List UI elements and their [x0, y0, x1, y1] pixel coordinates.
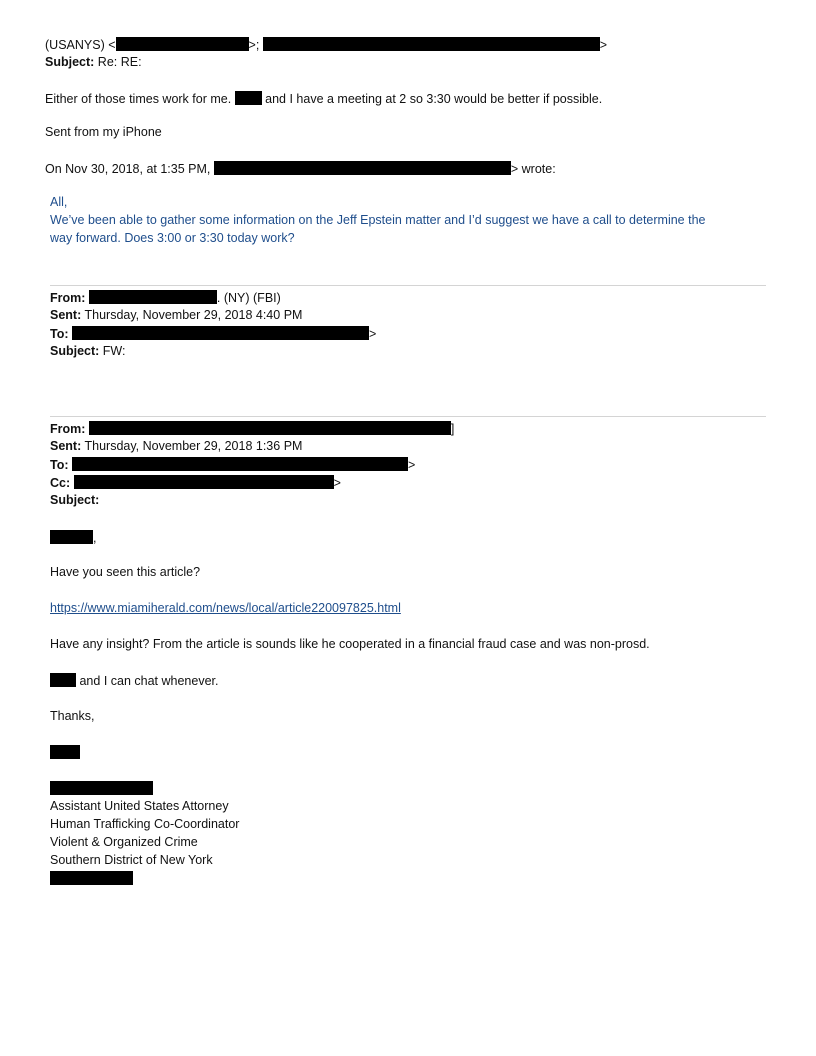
redaction [50, 781, 153, 795]
quoted-body-line2: way forward. Does 3:00 or 3:30 today work? [50, 231, 295, 245]
redaction [50, 673, 76, 687]
divider [50, 416, 766, 417]
orig-to-line [50, 457, 415, 473]
redaction [263, 37, 600, 51]
subject-label: Subject: [45, 55, 95, 69]
orig-sent-line [50, 439, 302, 454]
signer-name [50, 781, 153, 797]
to-line [45, 37, 607, 53]
reply-text-a: Either of those times work for me. [45, 92, 232, 106]
to-label: To: [50, 327, 69, 341]
redaction [50, 530, 93, 544]
to-end: > [599, 38, 608, 52]
redaction [235, 91, 262, 105]
fw-subject-line [50, 344, 125, 359]
redaction [50, 745, 80, 759]
to-label: To: [50, 458, 69, 472]
redaction [72, 457, 408, 471]
from-suffix: . (NY) (FBI) [216, 291, 281, 305]
subject-line [45, 55, 142, 70]
quote-intro-wrote: > wrote: [510, 162, 556, 176]
orig-from-line [50, 421, 454, 437]
orig-cc-line [50, 475, 341, 491]
quoted-body-line1: We’ve been able to gather some information on the Jeff Epstein matter and I’d suggest we have a call to determine the [50, 213, 706, 227]
sig-title-4: Southern District of New York [50, 853, 213, 867]
sig-title-1: Assistant United States Attorney [50, 799, 229, 813]
from-label: From: [50, 291, 86, 305]
sent-label: Sent: [50, 439, 82, 453]
sig-title-2: Human Trafficking Co-Coordinator [50, 817, 240, 831]
sent-label: Sent: [50, 308, 82, 322]
subject-label: Subject: [50, 344, 100, 358]
article-link[interactable]: https://www.miamiherald.com/news/local/article220097825.html [50, 601, 401, 615]
fw-sent-line [50, 308, 302, 323]
reply-line [45, 91, 602, 107]
quote-intro-text: On Nov 30, 2018, at 1:35 PM, [45, 162, 211, 176]
chat-line [50, 673, 218, 689]
redaction [89, 290, 217, 304]
sig-contact [50, 871, 133, 887]
reply-text-b: and I have a meeting at 2 so 3:30 would be better if possible. [265, 92, 603, 106]
divider [50, 285, 766, 286]
sig-title-3: Violent & Organized Crime [50, 835, 198, 849]
from-label: From: [50, 422, 86, 436]
quote-intro [45, 161, 556, 177]
redaction [74, 475, 334, 489]
question-line: Have you seen this article? [50, 565, 201, 579]
chat-text: and I can chat whenever. [79, 674, 219, 688]
sent-from-iphone: Sent from my iPhone [45, 125, 162, 139]
to-end: > [408, 458, 416, 472]
thanks-line: Thanks, [50, 709, 95, 723]
subject-value: Re: RE: [97, 55, 142, 69]
fw-to-line [50, 326, 376, 342]
salutation-comma: , [93, 531, 97, 545]
redaction [116, 37, 249, 51]
orig-subject-line [50, 493, 99, 508]
subject-label: Subject: [50, 493, 100, 507]
fw-from-line [50, 290, 281, 306]
to-prefix: (USANYS) < [45, 38, 116, 52]
from-end: ] [450, 422, 455, 436]
cc-label: Cc: [50, 476, 71, 490]
subject-value: FW: [102, 344, 126, 358]
salutation [50, 530, 96, 546]
cc-end: > [333, 476, 341, 490]
redaction [214, 161, 511, 175]
to-separator: >; [248, 38, 260, 52]
signer-initials [50, 745, 80, 761]
sent-value: Thursday, November 29, 2018 1:36 PM [84, 439, 303, 453]
to-end: > [369, 327, 377, 341]
insight-line: Have any insight? From the article is sounds like he cooperated in a financial fraud case and was non-prosd. [50, 637, 650, 651]
quoted-greeting: All, [50, 195, 68, 209]
redaction [50, 871, 133, 885]
redaction [72, 326, 369, 340]
redaction [89, 421, 451, 435]
sent-value: Thursday, November 29, 2018 4:40 PM [84, 308, 303, 322]
